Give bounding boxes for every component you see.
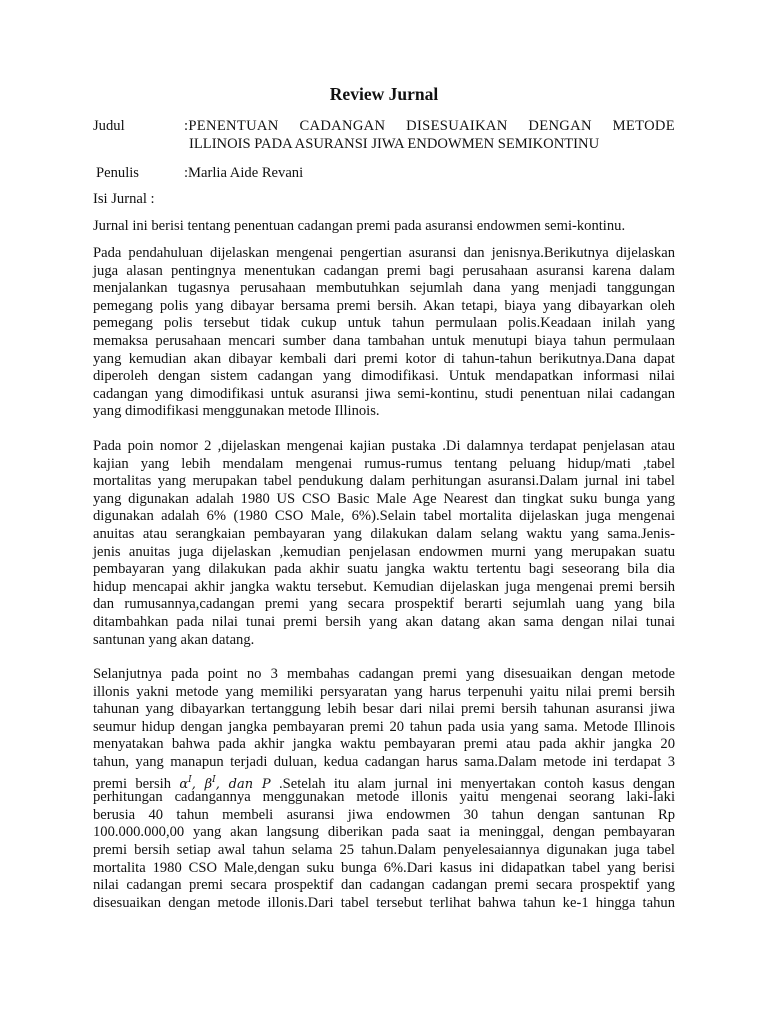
formula-prefix: premi bersih bbox=[93, 775, 180, 792]
paragraph-line: cadangan yang dimodifikasi untuk asuransi jiwa semi-kontinu, studi penentuan nilai cadangan bbox=[93, 385, 675, 402]
penulis-value: :Marlia Aide Revani bbox=[184, 165, 304, 181]
paragraph-line: menyatakan bahwa pada akhir jangka waktu pembayaran premi atau pada akhir jangka 20 bbox=[93, 736, 675, 753]
paragraph-line: Pada poin nomor 2 ,dijelaskan mengenai kajian pustaka .Di dalamnya terdapat penjelasan atau bbox=[93, 438, 675, 454]
paragraph-line: Pada pendahuluan dijelaskan mengenai pengertian asuransi dan jenisnya.Berikutnya dijelaskan bbox=[93, 245, 675, 261]
paragraph-kajian-pustaka bbox=[93, 438, 675, 649]
formula-beta-sup: I bbox=[212, 774, 216, 785]
paragraph-line: anuitas atau serangkaian pembayaran yang dilakukan dalam selang waktu yang sama.Jenis- bbox=[93, 525, 675, 542]
penulis-row bbox=[96, 165, 678, 183]
formula-end: , dan P bbox=[215, 776, 271, 792]
paragraph-line: pembayaran yang dilakukan pada akhir suatu jangka waktu tertentu bagi seseorang bila dia bbox=[93, 561, 675, 578]
paragraph-line: yang digunakan adalah 1980 US CSO Basic Male Age Nearest dan tingkat suku bunga yang bbox=[93, 490, 675, 507]
paragraph-line: kajian yang lebih mendalam mengenai rumus-rumus tentang peluang hidup/mati ,tabel bbox=[93, 455, 675, 472]
paragraph-line: diperoleh dengan sistem cadangan yang dimodifikasi. Untuk mendapatkan informasi nilai bbox=[93, 368, 675, 385]
paragraph-line: menjalankan tugasnya perusahaan membutuhkan sejumlah dana yang menjadi tanggungan bbox=[93, 280, 675, 297]
paragraph-line: pemegang polis yang dibayar bersama premi bersih. Akan tetapi, biaya yang dibayarkan oleh bbox=[93, 297, 675, 314]
paragraph-line: tahun, yang manapun terjadi duluan, kedua cadangan harus sama.Dalam metode ini terdapat 3 bbox=[93, 753, 675, 770]
paragraph-line: dan rumusannya,cadangan premi yang secara prospektif berarti sejumlah uang yang bila bbox=[93, 596, 675, 613]
paragraph-intro bbox=[93, 218, 675, 236]
paragraph-line: premi bersih setiap awal tahun selama 25 tahun.Dalam penyelesaiannya digunakan juga tabel bbox=[93, 841, 675, 858]
paragraph-line: Jurnal ini berisi tentang penentuan cadangan premi pada asuransi endowmen semi-kontinu. bbox=[93, 218, 626, 234]
paragraph-line: 100.000.000,00 yang akan langsung diberikan pada saat ia meninggal, dengan pembayaran bbox=[93, 824, 675, 841]
paragraph-line: disesuaikan dengan metode illonis.Dari tabel tersebut terlihat bahwa tahun ke-1 hingga tahun bbox=[93, 894, 675, 911]
paragraph-line: santunan yang akan datang. bbox=[93, 631, 255, 648]
paragraph-line: mortalita 1980 CSO Male,dengan suku bunga 6%.Dari kasus ini didapatkan tabel yang berisi bbox=[93, 859, 675, 876]
paragraph-line: berusia 40 tahun membeli asuransi jiwa endowmen 30 tahun dengan santunan Rp bbox=[93, 806, 675, 823]
formula-alpha-sup: I bbox=[188, 774, 192, 785]
paragraph-line: nilai cadangan premi secara prospektif dan cadangan cadangan premi secara prospektif yang bbox=[93, 877, 675, 894]
paragraph-line-with-formula bbox=[93, 772, 675, 790]
paragraph-line: juga alasan pentingnya menentukan cadangan premi bagi perusahaan asuransi karena dalam bbox=[93, 262, 675, 279]
paragraph-line: ditambahkan pada nilai tunai premi bersih yang akan datang akan sama dengan nilai tunai bbox=[93, 613, 675, 630]
document-title: Review Jurnal bbox=[329, 84, 439, 104]
formula-beta: , β bbox=[191, 776, 213, 792]
judul-value bbox=[184, 118, 675, 153]
judul-row bbox=[93, 118, 675, 153]
paragraph-line: perhitungan cadangannya menggunakan metode illonis yaitu mengenai seorang laki-laki bbox=[93, 789, 675, 806]
paragraph-line: Selanjutnya pada point no 3 membahas cadangan premi yang disesuaikan dengan metode bbox=[93, 666, 675, 682]
penulis-label: Penulis bbox=[96, 165, 139, 181]
paragraph-line: memaksa perusahaan mencari sumber dana tambahan untuk menutupi biaya tahun permulaan bbox=[93, 332, 675, 349]
isi-jurnal-label: Isi Jurnal : bbox=[93, 191, 155, 207]
judul-line-2: ILLINOIS PADA ASURANSI JIWA ENDOWMEN SEMIKONTINU bbox=[189, 135, 600, 152]
paragraph-line: mortalitas yang merupakan tabel pendukung dalam perhitungan asuransi.Dalam jurnal ini tabel bbox=[93, 473, 675, 490]
paragraph-pendahuluan bbox=[93, 245, 675, 421]
paragraph-metode-illinois bbox=[93, 666, 675, 912]
paragraph-line: seumur hidup dengan jangka pembayaran premi 20 tahun pada usia yang sama. Metode Illinois bbox=[93, 718, 675, 735]
judul-label: Judul bbox=[93, 118, 125, 134]
judul-line-1: :PENENTUAN CADANGAN DISESUAIKAN DENGAN METODE bbox=[184, 118, 675, 134]
paragraph-line: illonis yakni metode yang memiliki persyaratan yang harus terpenuhi yaitu nilai premi bersih bbox=[93, 683, 675, 700]
paragraph-line: yang dimodifikasi menggunakan metode Illinois. bbox=[93, 403, 380, 420]
formula-alpha: α bbox=[179, 776, 189, 792]
formula-suffix: .Setelah itu alam jurnal ini menyertakan contoh kasus dengan bbox=[270, 775, 675, 792]
paragraph-line: tahunan yang dibayarkan tertanggung lebih besar dari nilai premi bersih tahunan asuransi jiwa bbox=[93, 701, 675, 718]
paragraph-line: pemegang polis tersebut tidak cukup untuk tahun permulaan polis.Keadaan inilah yang bbox=[93, 315, 675, 332]
paragraph-line: hidup mencapai akhir jangka waktu tersebut. Kemudian dijelaskan juga mengenai premi bersih bbox=[93, 578, 675, 595]
paragraph-line: digunakan adalah 6% (1980 CSO Male, 6%).Selain tabel mortalita dijelaskan juga mengenai bbox=[93, 508, 675, 525]
paragraph-line: jenis anuitas juga dijelaskan ,kemudian penjelasan endowmen murni yang merupakan suatu bbox=[93, 543, 675, 560]
paragraph-line: yang kemudian akan dibayar kembali dari premi kotor di tahun-tahun berikutnya.Dana dapat bbox=[93, 350, 675, 367]
